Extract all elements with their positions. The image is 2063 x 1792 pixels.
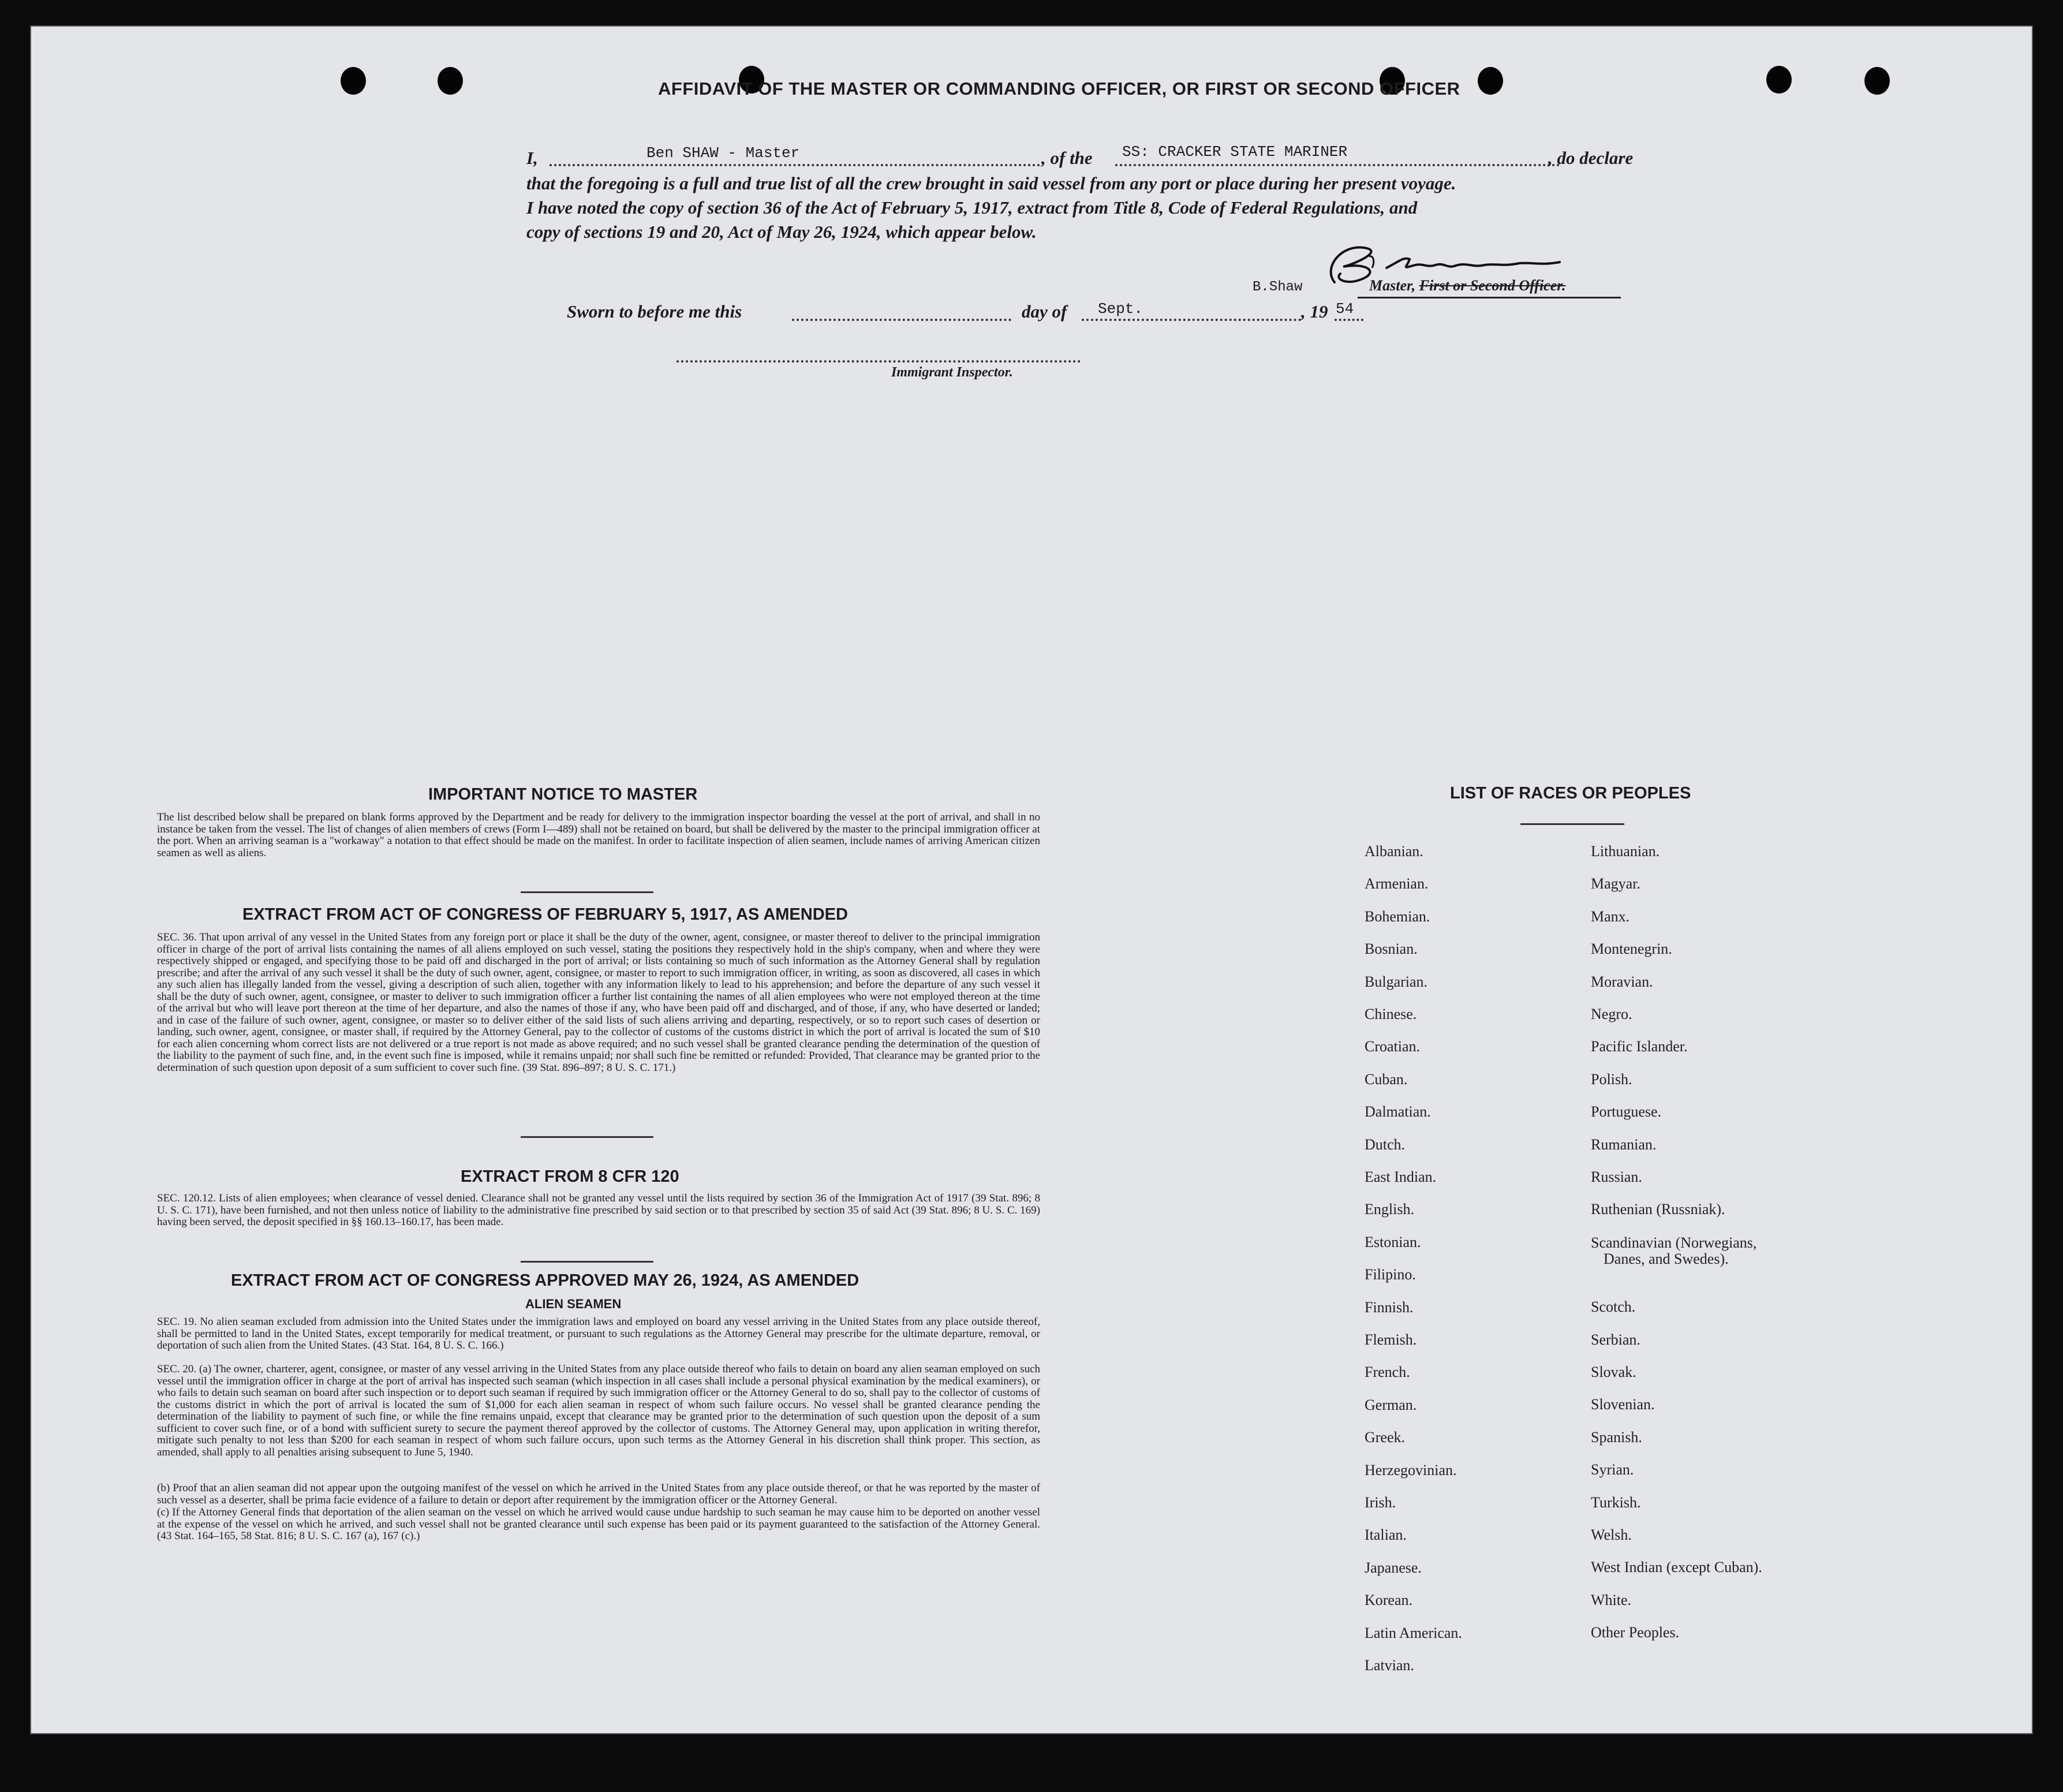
declarant-line [550,164,1040,166]
race-item: Scotch. [1591,1298,1636,1316]
affidavit-heading: AFFIDAVIT OF THE MASTER OR COMMANDING OFFICER, OR FIRST OR SECOND OFFICER [658,79,1460,99]
year-value: 54 [1336,300,1354,318]
divider [521,891,653,893]
vessel-line [1115,164,1560,166]
race-item: Irish. [1365,1494,1396,1511]
race-item: Finnish. [1365,1298,1414,1316]
race-item: Russian. [1591,1168,1642,1185]
extract-1917-title: EXTRACT FROM ACT OF CONGRESS OF FEBRUARY 5, 1917, AS AMENDED [242,905,848,924]
race-item: Danes, and Swedes). [1604,1250,1729,1268]
race-item: Moravian. [1591,973,1653,990]
declaration-line-3: I have noted the copy of section 36 of the Act of February 5, 1917, extract from Title 8, Code of Federal Regulations, and [526,197,1418,218]
extract-1924-sec20b: (b) Proof that an alien seaman did not appear upon the outgoing manifest of the vessel on which he arrived in the United States from any place outside thereof, or that he was reported by the master of such vessel as a deserter, shall be prima facie evidence of a failure to detain or deport after requirement by the immigration officer or the Attorney General. [157,1482,1040,1506]
race-item: Albanian. [1365,843,1423,860]
race-item: Portuguese. [1591,1103,1662,1121]
race-item: Estonian. [1365,1233,1421,1250]
race-item: Negro. [1591,1006,1632,1022]
race-item: White. [1591,1591,1632,1608]
race-item: Other Peoples. [1591,1624,1680,1641]
race-item: Syrian. [1591,1461,1634,1479]
race-item: Bosnian. [1365,940,1418,958]
year-line [1335,319,1363,321]
form-sheet [30,25,2033,1734]
divider [521,1261,653,1263]
signature-underline [1358,297,1621,298]
do-declare-label: , do declare [1548,148,1634,168]
extract-1924-subtitle: ALIEN SEAMEN [525,1297,622,1311]
race-item: Korean. [1365,1592,1413,1609]
extract-1924-title: EXTRACT FROM ACT OF CONGRESS APPROVED MAY 26, 1924, AS AMENDED [231,1271,859,1290]
vessel-name: SS: CRACKER STATE MARINER [1122,143,1348,160]
prefix-i: I, [526,148,538,168]
race-item: Welsh. [1591,1526,1632,1543]
race-item: Bohemian. [1365,908,1430,925]
signer-title [1369,277,1565,294]
race-item: Cuban. [1365,1070,1408,1088]
race-item: West Indian (except Cuban). [1591,1559,1762,1576]
signer-title-struck: First or Second Officer. [1419,277,1566,294]
race-item: Japanese. [1365,1559,1422,1576]
inspector-line [677,360,1081,363]
punch-hole [438,67,463,95]
race-item: Croatian. [1365,1038,1421,1055]
race-item: Lithuanian. [1591,843,1660,860]
extract-1924-sec20a: SEC. 20. (a) The owner, charterer, agent, consignee, or master of any vessel arriving in the United States from any place outside thereof who fails to detain on board any alien seaman employed on such vessel until the immigration officer in charge at the port of arrival has inspected such seaman (which inspection in all cases shall include a personal physical examination by the medical examiners), or who fails to detain such seaman on board after such inspection or to deport such seaman if required by such immigration officer or the Attorney General to do so, shall pay to the collector of customs of the customs district in which the port of arrival is located the sum of $1,000 for each alien seaman in respect of whom such failure occurs. No vessel shall be granted clearance pending the determination of the liability to payment of such fine, or while the fine remains unpaid, except that clearance may be granted prior to the determination of such question upon the deposit of a sum sufficient to cover such fine, or of a bond with sufficient surety to secure the payment thereof approved by the collector of customs. The Attorney General may, upon application in writing therefor, mitigate such penalty to not less than $200 for each seaman in respect of whom such failure occurs, upon such terms as the Attorney General in his discretion shall think proper. This section, as amended, shall apply to all penalties arising subsequent to June 5, 1940. [157,1363,1040,1458]
race-item: Latin American. [1365,1624,1462,1641]
declarant-name: Ben SHAW - Master [646,144,800,162]
race-item: Bulgarian. [1365,973,1428,990]
race-item: Chinese. [1365,1006,1417,1022]
race-item: Flemish. [1365,1331,1417,1348]
month-line [1082,319,1301,321]
race-item: Montenegrin. [1591,940,1672,958]
race-item: German. [1365,1396,1417,1413]
punch-hole [1766,66,1792,94]
race-item: Slovak. [1591,1364,1636,1380]
punch-hole [341,67,366,95]
race-item: Herzegovinian. [1365,1461,1457,1479]
race-item: East Indian. [1365,1168,1437,1185]
inspector-label: Immigrant Inspector. [891,365,1013,380]
race-item: Slovenian. [1591,1396,1655,1413]
race-item: Magyar. [1591,875,1640,893]
extract-cfr-title: EXTRACT FROM 8 CFR 120 [461,1167,679,1186]
divider [521,1136,653,1138]
race-item: Armenian. [1365,875,1429,893]
race-item: Dutch. [1365,1136,1406,1153]
month-value: Sept. [1098,300,1143,318]
race-item: Greek. [1365,1429,1406,1446]
race-item: Dalmatian. [1365,1103,1431,1121]
race-item: Spanish. [1591,1428,1642,1446]
race-item: French. [1365,1364,1410,1381]
punch-hole [1864,67,1890,95]
race-item: Ruthenian (Russniak). [1591,1201,1725,1218]
sworn-label: Sworn to before me this [567,301,742,322]
day-of-label: day of [1022,301,1067,322]
race-item: Turkish. [1591,1494,1641,1511]
extract-1924-sec19: SEC. 19. No alien seaman excluded from admission into the United States under the immigration laws and employed on board any vessel arriving in the United States from any place outside thereof, shall be permitted to land in the United States, except temporarily for medical treatment, or pursuant to such regulations as the Attorney General may prescribe for the ultimate departure, removal, or deportation of such alien from the United States. (43 Stat. 164, 8 U. S. C. 166.) [157,1316,1040,1352]
race-item: Italian. [1365,1526,1407,1544]
race-item: Rumanian. [1591,1136,1657,1153]
divider [1520,823,1624,825]
sworn-day-line [792,319,1011,321]
extract-cfr-text: SEC. 120.12. Lists of alien employees; when clearance of vessel denied. Clearance shall not be granted any vessel until the lists required by section 36 of the Immigration Act of 1917 (39 Stat. 896; 8 U. S. C. 171), have been furnished, and not then unless notice of liability to the administrative fine prescribed by said section or to that prescribed by section 35 of said Act (39 Stat. 896; 8 U. S. C. 169) having been served, the deposit specified in §§ 160.13–160.17, has been made. [157,1192,1040,1228]
races-title: LIST OF RACES OR PEOPLES [1450,784,1691,802]
extract-1924-sec20c: (c) If the Attorney General finds that deportation of the alien seaman on the vessel on which he arrived would cause undue hardship to such seaman he may cause him to be deported on another vessel at the expense of the vessel on which he arrived, and such vessel shall not be granted clearance until such expense has been paid or its payment guaranteed to the satisfaction of the Attorney General. (43 Stat. 164–165, 58 Stat. 816; 8 U. S. C. 167 (a), 167 (c).) [157,1506,1040,1542]
race-item: Scandinavian (Norwegians, [1591,1234,1757,1252]
signer-title-main: Master, [1369,277,1416,294]
declaration-line-4: copy of sections 19 and 20, Act of May 26, 1924, which appear below. [526,222,1037,242]
punch-hole [1478,67,1503,95]
race-item: Serbian. [1591,1331,1640,1348]
race-item: Filipino. [1365,1266,1416,1283]
race-item: Polish. [1591,1070,1632,1088]
notice-title: IMPORTANT NOTICE TO MASTER [428,785,698,804]
race-item: Manx. [1591,908,1630,925]
signer-typed-name: B.Shaw [1253,279,1303,295]
race-item: Latvian. [1365,1657,1414,1674]
race-item: Pacific Islander. [1591,1038,1688,1055]
declaration-line-2: that the foregoing is a full and true list of all the crew brought in said vessel from any port or place during her present voyage. [526,173,1456,193]
notice-text: The list described below shall be prepared on blank forms approved by the Department and be ready for delivery to the immigration inspector boarding the vessel at the port of arrival, and shall in no instance be taken from the vessel. The list of changes of alien members of crews (Form I—489) shall not be retained on board, but shall be delivered by the master to the principal immigration officer at the port. When an arriving seaman is a "workaway" a notation to that effect should be made on the manifest. In order to facilitate inspection of alien seamen, include names of arriving American citizen seamen as well as aliens. [157,811,1040,859]
race-item: English. [1365,1201,1414,1218]
of-the-label: , of the [1041,148,1093,168]
extract-1917-text: SEC. 36. That upon arrival of any vessel in the United States from any foreign port or place it shall be the duty of the owner, agent, consignee, or master thereof to deliver to the principal immigration officer in charge of the port of arrival lists containing the names of all aliens employed on such vessel, stating the positions they respectively hold in the ship's company, when and where they were respectively shipped or engaged, and specifying those to be paid off and discharged in the port of arrival; or lists containing so much of such information as the Attorney General shall by regulation prescribe; and after the arrival of any such vessel it shall be the duty of such owner, agent, consignee, or master to report to such immigration officer, in writing, as soon as discovered, all cases in which any such alien has illegally landed from the vessel, giving a description of such alien, together with any information likely to lead to his apprehension; and before the departure of any such vessel it shall be the duty of such owner, agent, consignee, or master to deliver to such immigration officer a further list containing the names of all alien employees who were not employed thereon at the time of the arrival but who will leave port thereon at the time of her departure, and also the names of those if any, who have been paid off and discharged, and of those, if any, who have deserted or landed; and in case of the failure of such owner, agent, consignee, or master so to deliver either of the said lists of such aliens arriving and departing, respectively, or so to report such cases of desertion or landing, such owner, agent, consignee, or master shall, if required by the Attorney General, pay to the collector of customs of the customs district in which the port of arrival is located the sum of $10 for each alien concerning whom correct lists are not delivered or a true report is not made as above required; and no such vessel shall be granted clearance pending the determination of the question of the liability to the payment of such fine, and, in the event such fine is imposed, while it remains unpaid; nor shall such fine be remitted or refunded: Provided, That clearance may be granted prior to the determination of such question upon deposit of a sum sufficient to cover such fine. (39 Stat. 896–897; 8 U. S. C. 171.) [157,931,1040,1074]
year-prefix: , 19 [1301,301,1328,322]
